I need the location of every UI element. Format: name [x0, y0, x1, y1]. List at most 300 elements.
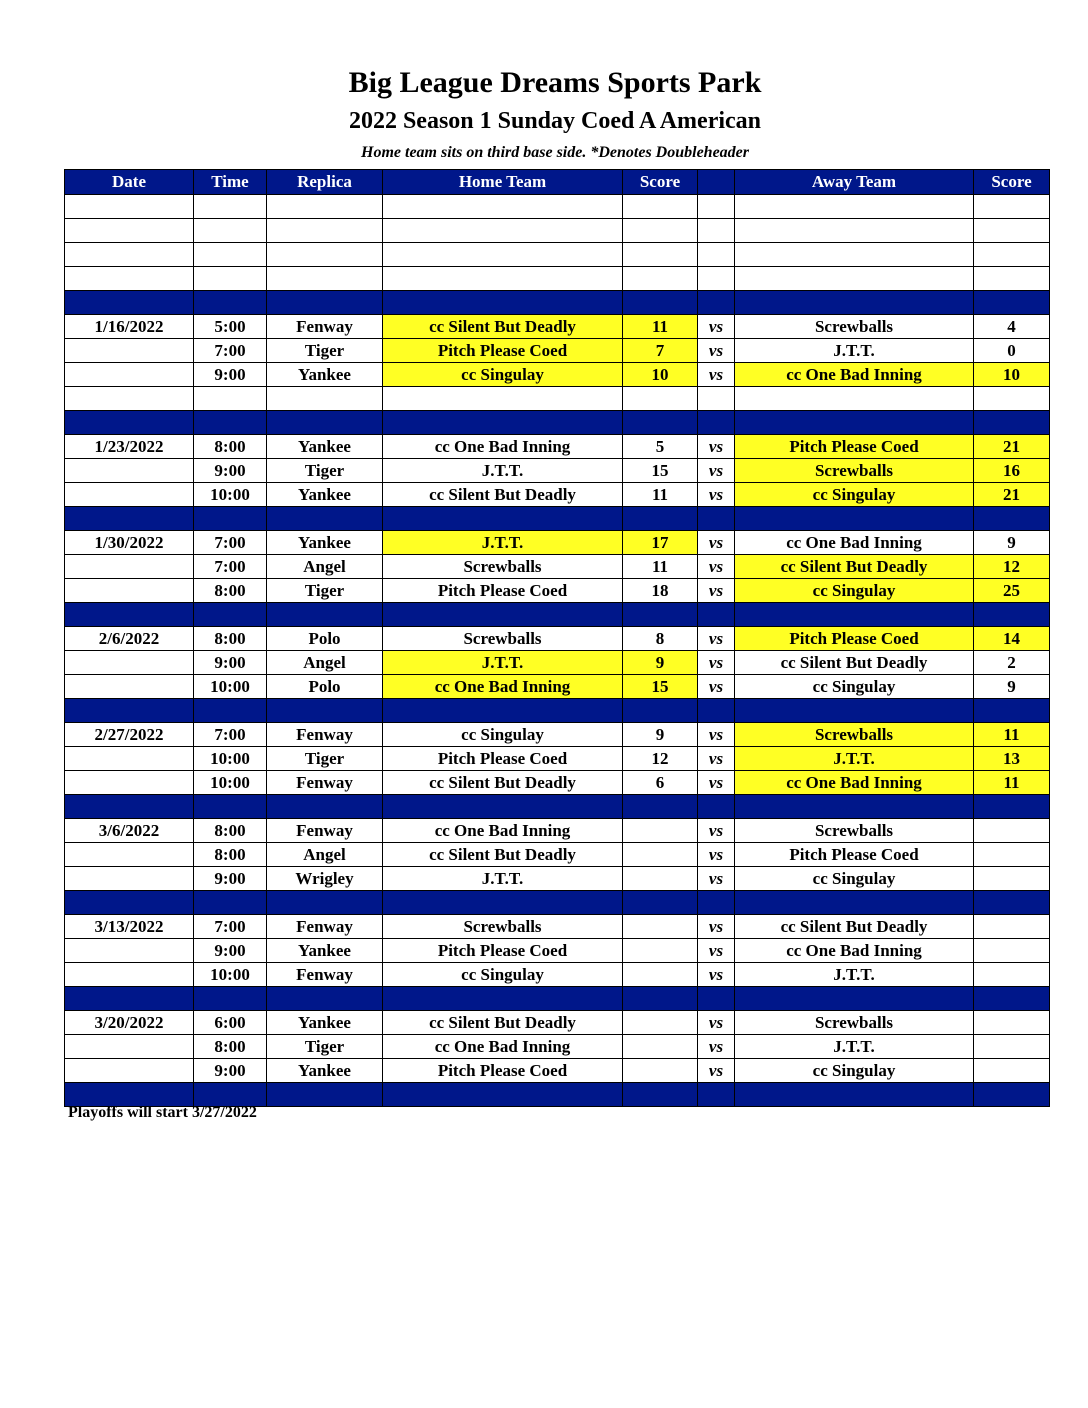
replica-cell: Tiger — [267, 339, 383, 363]
away-team-cell: Screwballs — [735, 723, 974, 747]
home-score-cell: 5 — [623, 435, 698, 459]
away-team-cell — [735, 243, 974, 267]
time-cell — [194, 243, 267, 267]
date-cell: 1/30/2022 — [65, 531, 194, 555]
date-cell — [65, 219, 194, 243]
away-team-cell: cc Singulay — [735, 867, 974, 891]
home-team-cell — [383, 795, 623, 819]
vs-cell: vs — [698, 651, 735, 675]
time-cell: 8:00 — [194, 1035, 267, 1059]
date-cell: 2/6/2022 — [65, 627, 194, 651]
away-team-cell — [735, 699, 974, 723]
home-team-cell: Pitch Please Coed — [383, 939, 623, 963]
table-row — [65, 579, 1050, 603]
home-score-cell: 7 — [623, 339, 698, 363]
date-cell — [65, 291, 194, 315]
away-score-cell — [974, 915, 1050, 939]
separator-row — [65, 987, 1050, 1011]
home-team-cell: J.T.T. — [383, 531, 623, 555]
away-score-cell — [974, 963, 1050, 987]
away-score-cell — [974, 195, 1050, 219]
date-cell — [65, 555, 194, 579]
replica-cell: Wrigley — [267, 867, 383, 891]
home-team-cell: cc Singulay — [383, 363, 623, 387]
away-score-cell — [974, 867, 1050, 891]
date-cell — [65, 1035, 194, 1059]
away-team-cell: J.T.T. — [735, 1035, 974, 1059]
away-score-cell — [974, 1059, 1050, 1083]
time-cell: 9:00 — [194, 1059, 267, 1083]
home-score-cell — [623, 1083, 698, 1107]
home-team-cell — [383, 1083, 623, 1107]
away-score-cell — [974, 843, 1050, 867]
home-team-cell: cc Silent But Deadly — [383, 483, 623, 507]
home-team-cell: J.T.T. — [383, 651, 623, 675]
vs-cell: vs — [698, 963, 735, 987]
table-row — [65, 435, 1050, 459]
replica-cell: Fenway — [267, 915, 383, 939]
replica-cell: Angel — [267, 843, 383, 867]
home-score-cell — [623, 699, 698, 723]
table-row — [65, 843, 1050, 867]
vs-cell — [698, 243, 735, 267]
home-score-cell — [623, 1011, 698, 1035]
away-score-cell — [974, 1083, 1050, 1107]
date-cell — [65, 699, 194, 723]
vs-cell — [698, 411, 735, 435]
vs-cell — [698, 267, 735, 291]
time-cell — [194, 387, 267, 411]
vs-cell — [698, 795, 735, 819]
replica-cell — [267, 699, 383, 723]
separator-row — [65, 411, 1050, 435]
replica-cell — [267, 195, 383, 219]
home-team-cell — [383, 987, 623, 1011]
away-score-cell — [974, 219, 1050, 243]
column-header-away-team: Away Team — [735, 170, 974, 195]
vs-cell: vs — [698, 315, 735, 339]
date-cell — [65, 507, 194, 531]
away-score-cell: 2 — [974, 651, 1050, 675]
home-score-cell: 12 — [623, 747, 698, 771]
away-team-cell: cc One Bad Inning — [735, 939, 974, 963]
away-score-cell — [974, 267, 1050, 291]
vs-cell: vs — [698, 627, 735, 651]
vs-cell: vs — [698, 747, 735, 771]
time-cell — [194, 507, 267, 531]
away-team-cell — [735, 267, 974, 291]
away-team-cell — [735, 795, 974, 819]
replica-cell — [267, 891, 383, 915]
date-cell — [65, 843, 194, 867]
column-header-replica: Replica — [267, 170, 383, 195]
away-score-cell — [974, 939, 1050, 963]
empty-row — [65, 219, 1050, 243]
time-cell: 10:00 — [194, 771, 267, 795]
table-row — [65, 867, 1050, 891]
replica-cell — [267, 387, 383, 411]
home-score-cell — [623, 843, 698, 867]
table-row — [65, 675, 1050, 699]
replica-cell — [267, 603, 383, 627]
table-row — [65, 747, 1050, 771]
vs-cell: vs — [698, 867, 735, 891]
home-team-cell — [383, 291, 623, 315]
time-cell — [194, 267, 267, 291]
date-cell — [65, 267, 194, 291]
date-cell — [65, 963, 194, 987]
home-team-cell: Screwballs — [383, 555, 623, 579]
vs-cell — [698, 195, 735, 219]
separator-row — [65, 795, 1050, 819]
time-cell — [194, 195, 267, 219]
vs-cell: vs — [698, 819, 735, 843]
home-score-cell — [623, 219, 698, 243]
home-score-cell — [623, 507, 698, 531]
time-cell — [194, 987, 267, 1011]
home-team-cell — [383, 243, 623, 267]
home-score-cell: 10 — [623, 363, 698, 387]
replica-cell — [267, 1083, 383, 1107]
home-team-cell: cc Silent But Deadly — [383, 315, 623, 339]
vs-cell — [698, 603, 735, 627]
replica-cell — [267, 507, 383, 531]
time-cell — [194, 1083, 267, 1107]
away-score-cell: 14 — [974, 627, 1050, 651]
time-cell: 7:00 — [194, 531, 267, 555]
vs-cell: vs — [698, 339, 735, 363]
vs-cell — [698, 507, 735, 531]
home-team-cell: Screwballs — [383, 915, 623, 939]
away-score-cell: 21 — [974, 435, 1050, 459]
home-team-cell — [383, 411, 623, 435]
replica-cell: Yankee — [267, 1059, 383, 1083]
table-row — [65, 1035, 1050, 1059]
home-score-cell — [623, 867, 698, 891]
column-header-home-team: Home Team — [383, 170, 623, 195]
date-cell — [65, 939, 194, 963]
home-team-cell: Pitch Please Coed — [383, 1059, 623, 1083]
separator-row — [65, 603, 1050, 627]
replica-cell: Fenway — [267, 963, 383, 987]
away-score-cell: 21 — [974, 483, 1050, 507]
away-score-cell: 11 — [974, 723, 1050, 747]
date-cell: 3/20/2022 — [65, 1011, 194, 1035]
table-row — [65, 339, 1050, 363]
date-cell: 1/23/2022 — [65, 435, 194, 459]
date-cell — [65, 795, 194, 819]
home-team-cell: cc Silent But Deadly — [383, 1011, 623, 1035]
vs-cell — [698, 387, 735, 411]
replica-cell: Fenway — [267, 723, 383, 747]
column-header-time: Time — [194, 170, 267, 195]
vs-cell: vs — [698, 1035, 735, 1059]
replica-cell — [267, 795, 383, 819]
away-score-cell: 16 — [974, 459, 1050, 483]
away-score-cell — [974, 699, 1050, 723]
home-score-cell — [623, 939, 698, 963]
date-cell — [65, 1059, 194, 1083]
schedule-table — [64, 169, 1050, 1107]
home-score-cell — [623, 243, 698, 267]
time-cell: 9:00 — [194, 651, 267, 675]
time-cell — [194, 795, 267, 819]
replica-cell — [267, 267, 383, 291]
time-cell: 10:00 — [194, 747, 267, 771]
away-score-cell — [974, 1035, 1050, 1059]
replica-cell — [267, 219, 383, 243]
time-cell: 5:00 — [194, 315, 267, 339]
page-title: Big League Dreams Sports Park — [348, 66, 762, 99]
table-row — [65, 483, 1050, 507]
away-score-cell — [974, 603, 1050, 627]
away-team-cell: cc One Bad Inning — [735, 363, 974, 387]
date-cell — [65, 1083, 194, 1107]
home-score-cell — [623, 1059, 698, 1083]
replica-cell — [267, 291, 383, 315]
time-cell: 8:00 — [194, 819, 267, 843]
column-header-vs — [698, 170, 735, 195]
date-cell — [65, 195, 194, 219]
date-cell — [65, 651, 194, 675]
separator-row — [65, 507, 1050, 531]
vs-cell: vs — [698, 675, 735, 699]
replica-cell: Yankee — [267, 531, 383, 555]
away-score-cell: 9 — [974, 531, 1050, 555]
date-cell — [65, 579, 194, 603]
date-cell — [65, 459, 194, 483]
away-score-cell — [974, 987, 1050, 1011]
away-score-cell — [974, 291, 1050, 315]
replica-cell: Tiger — [267, 747, 383, 771]
separator-row — [65, 291, 1050, 315]
away-team-cell — [735, 291, 974, 315]
replica-cell: Tiger — [267, 459, 383, 483]
date-cell — [65, 675, 194, 699]
replica-cell — [267, 411, 383, 435]
away-score-cell — [974, 387, 1050, 411]
away-team-cell: J.T.T. — [735, 747, 974, 771]
replica-cell — [267, 987, 383, 1011]
home-team-cell: cc Singulay — [383, 723, 623, 747]
date-cell — [65, 483, 194, 507]
home-score-cell: 18 — [623, 579, 698, 603]
away-team-cell — [735, 987, 974, 1011]
vs-cell: vs — [698, 435, 735, 459]
schedule-body — [65, 195, 1050, 1107]
replica-cell: Polo — [267, 627, 383, 651]
away-score-cell — [974, 795, 1050, 819]
away-team-cell — [735, 219, 974, 243]
away-team-cell — [735, 387, 974, 411]
replica-cell: Yankee — [267, 363, 383, 387]
date-cell: 2/27/2022 — [65, 723, 194, 747]
away-team-cell — [735, 195, 974, 219]
away-score-cell: 0 — [974, 339, 1050, 363]
table-row — [65, 915, 1050, 939]
vs-cell: vs — [698, 483, 735, 507]
home-score-cell: 15 — [623, 459, 698, 483]
away-team-cell — [735, 1083, 974, 1107]
replica-cell: Fenway — [267, 819, 383, 843]
time-cell: 8:00 — [194, 627, 267, 651]
table-row — [65, 963, 1050, 987]
vs-cell: vs — [698, 1059, 735, 1083]
home-team-cell — [383, 507, 623, 531]
away-score-cell: 11 — [974, 771, 1050, 795]
column-header-away-score: Score — [974, 170, 1050, 195]
time-cell: 10:00 — [194, 675, 267, 699]
vs-cell: vs — [698, 915, 735, 939]
home-score-cell — [623, 267, 698, 291]
replica-cell: Angel — [267, 651, 383, 675]
date-cell: 3/13/2022 — [65, 915, 194, 939]
table-row — [65, 1059, 1050, 1083]
home-score-cell — [623, 603, 698, 627]
time-cell: 7:00 — [194, 723, 267, 747]
home-score-cell — [623, 411, 698, 435]
home-score-cell — [623, 291, 698, 315]
home-team-cell: cc Silent But Deadly — [383, 843, 623, 867]
column-header-home-score: Score — [623, 170, 698, 195]
away-team-cell — [735, 507, 974, 531]
away-team-cell: Pitch Please Coed — [735, 627, 974, 651]
table-row — [65, 363, 1050, 387]
away-team-cell — [735, 891, 974, 915]
home-score-cell: 6 — [623, 771, 698, 795]
away-score-cell — [974, 507, 1050, 531]
away-team-cell — [735, 603, 974, 627]
away-team-cell: cc Singulay — [735, 675, 974, 699]
away-score-cell: 4 — [974, 315, 1050, 339]
date-cell — [65, 411, 194, 435]
away-team-cell: Screwballs — [735, 315, 974, 339]
date-cell — [65, 243, 194, 267]
replica-cell: Yankee — [267, 435, 383, 459]
table-row — [65, 651, 1050, 675]
date-cell — [65, 387, 194, 411]
away-team-cell — [735, 411, 974, 435]
home-team-cell: cc Singulay — [383, 963, 623, 987]
away-team-cell: cc Silent But Deadly — [735, 651, 974, 675]
home-score-cell: 17 — [623, 531, 698, 555]
home-team-cell — [383, 603, 623, 627]
vs-cell — [698, 1083, 735, 1107]
empty-row — [65, 243, 1050, 267]
away-team-cell: cc Singulay — [735, 1059, 974, 1083]
date-cell — [65, 867, 194, 891]
vs-cell: vs — [698, 723, 735, 747]
home-score-cell: 9 — [623, 723, 698, 747]
vs-cell — [698, 987, 735, 1011]
vs-cell — [698, 219, 735, 243]
table-row — [65, 531, 1050, 555]
date-cell — [65, 603, 194, 627]
table-row — [65, 939, 1050, 963]
time-cell: 8:00 — [194, 579, 267, 603]
separator-row — [65, 891, 1050, 915]
table-row — [65, 459, 1050, 483]
time-cell: 6:00 — [194, 1011, 267, 1035]
table-row — [65, 555, 1050, 579]
table-row — [65, 1011, 1050, 1035]
home-team-cell — [383, 387, 623, 411]
vs-cell: vs — [698, 363, 735, 387]
home-team-cell: cc One Bad Inning — [383, 819, 623, 843]
away-score-cell: 13 — [974, 747, 1050, 771]
away-score-cell: 12 — [974, 555, 1050, 579]
date-cell — [65, 891, 194, 915]
time-cell: 9:00 — [194, 363, 267, 387]
home-score-cell: 11 — [623, 315, 698, 339]
away-score-cell — [974, 411, 1050, 435]
home-team-cell: J.T.T. — [383, 459, 623, 483]
home-score-cell: 15 — [623, 675, 698, 699]
table-row — [65, 819, 1050, 843]
time-cell: 9:00 — [194, 459, 267, 483]
time-cell: 9:00 — [194, 867, 267, 891]
playoffs-note: Playoffs will start 3/27/2022 — [68, 1104, 257, 1121]
away-team-cell: Screwballs — [735, 459, 974, 483]
time-cell — [194, 219, 267, 243]
home-team-cell — [383, 195, 623, 219]
column-header-date: Date — [65, 170, 194, 195]
home-score-cell: 11 — [623, 483, 698, 507]
vs-cell: vs — [698, 531, 735, 555]
home-score-cell — [623, 795, 698, 819]
vs-cell — [698, 891, 735, 915]
replica-cell: Yankee — [267, 939, 383, 963]
empty-row — [65, 195, 1050, 219]
away-score-cell: 10 — [974, 363, 1050, 387]
home-score-cell: 11 — [623, 555, 698, 579]
home-score-cell — [623, 891, 698, 915]
away-team-cell: J.T.T. — [735, 963, 974, 987]
home-team-cell: Pitch Please Coed — [383, 747, 623, 771]
vs-cell: vs — [698, 579, 735, 603]
away-score-cell: 9 — [974, 675, 1050, 699]
home-team-cell: cc One Bad Inning — [383, 435, 623, 459]
away-team-cell: Screwballs — [735, 1011, 974, 1035]
home-team-cell: cc One Bad Inning — [383, 675, 623, 699]
away-team-cell: cc Singulay — [735, 483, 974, 507]
home-team-cell: Pitch Please Coed — [383, 339, 623, 363]
home-score-cell: 8 — [623, 627, 698, 651]
away-team-cell: cc One Bad Inning — [735, 531, 974, 555]
schedule-note: Home team sits on third base side. *Denotes Doubleheader — [361, 144, 749, 161]
time-cell — [194, 891, 267, 915]
replica-cell: Tiger — [267, 579, 383, 603]
away-score-cell — [974, 891, 1050, 915]
replica-cell: Polo — [267, 675, 383, 699]
home-score-cell — [623, 387, 698, 411]
away-score-cell — [974, 1011, 1050, 1035]
home-score-cell — [623, 987, 698, 1011]
date-cell: 3/6/2022 — [65, 819, 194, 843]
away-team-cell: cc Silent But Deadly — [735, 915, 974, 939]
replica-cell — [267, 243, 383, 267]
home-team-cell: Pitch Please Coed — [383, 579, 623, 603]
away-team-cell: Pitch Please Coed — [735, 435, 974, 459]
time-cell — [194, 603, 267, 627]
vs-cell: vs — [698, 555, 735, 579]
away-score-cell: 25 — [974, 579, 1050, 603]
replica-cell: Yankee — [267, 1011, 383, 1035]
table-row — [65, 771, 1050, 795]
home-score-cell — [623, 195, 698, 219]
vs-cell: vs — [698, 1011, 735, 1035]
replica-cell: Fenway — [267, 771, 383, 795]
